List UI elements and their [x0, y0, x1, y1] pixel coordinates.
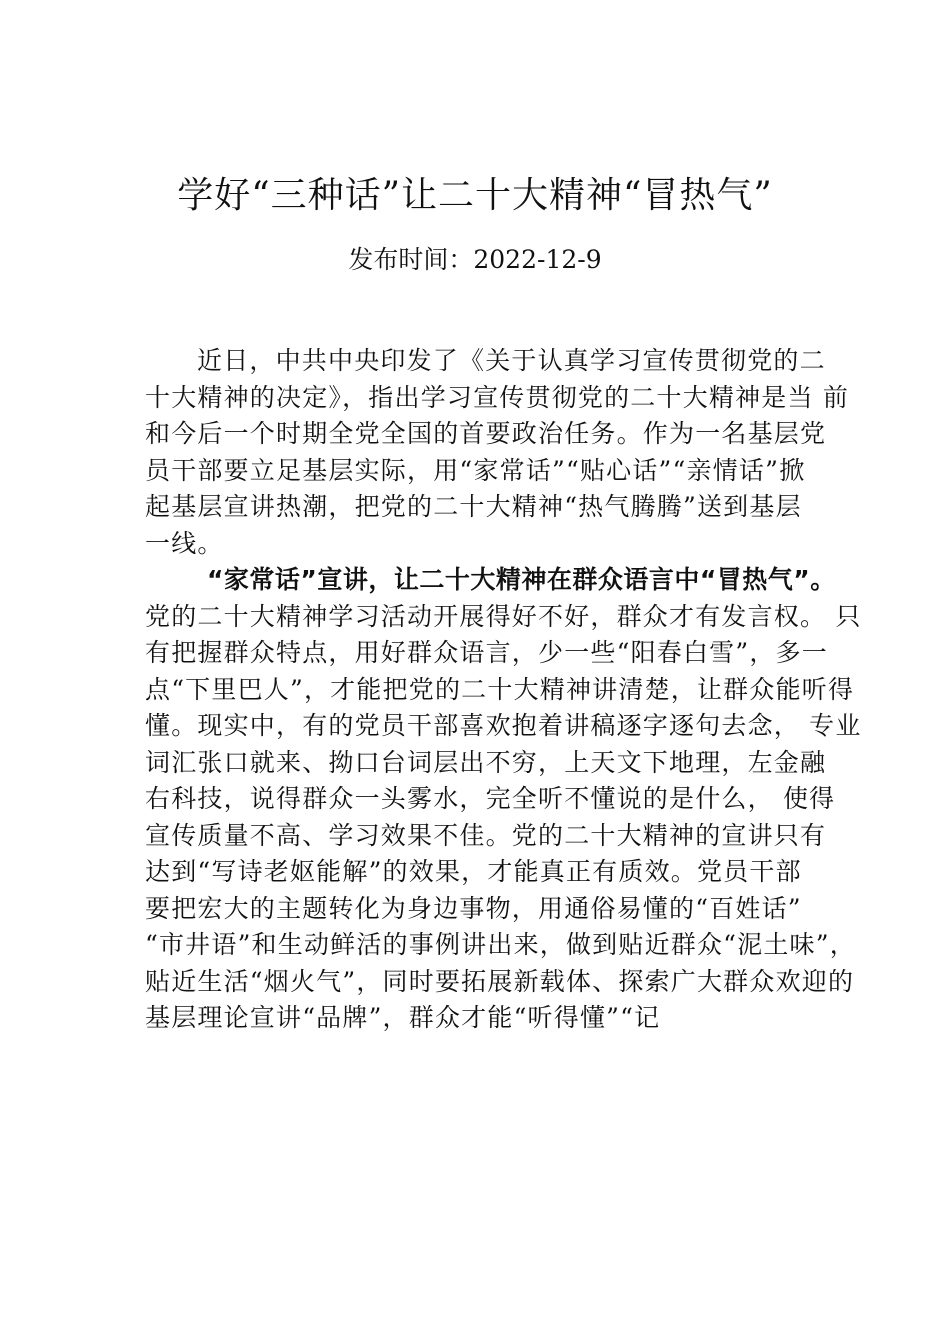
paragraph-line: 右科技，说得群众一头雾水，完全听不懂说的是什么， 使得	[145, 784, 836, 813]
paragraph-2	[145, 599, 862, 1037]
paragraph-line: 宣传质量不高、学习效果不佳。党的二十大精神的宣讲只有	[145, 820, 827, 850]
section-subheading: “家常话”宣讲，让二十大精神在群众语言中“冒热气”。	[207, 565, 836, 594]
paragraph-line: 和今后一个时期全党全国的首要政治任务。作为一名基层党	[145, 419, 827, 448]
paragraph-line: 达到“写诗老妪能解”的效果，才能真正有质效。党员干部	[145, 857, 802, 886]
article-body	[145, 343, 862, 1037]
publish-date: 发布时间：2022-12-9	[348, 245, 602, 274]
paragraph-line: 贴近生活“烟火气”，同时要拓展新载体、探索广大群众欢迎的	[145, 966, 855, 996]
paragraph-line: 十大精神的决定》，指出学习宣传贯彻党的二十大精神是当 前	[145, 382, 850, 412]
paragraph-1	[145, 343, 850, 562]
paragraph-line: 一线。	[145, 528, 224, 558]
paragraph-line: 有把握群众特点，用好群众语言，少一些“阳春白雪”，多一	[145, 638, 828, 667]
article-title: 学好“三种话”让二十大精神“冒热气”	[177, 175, 773, 216]
paragraph-line: 要把宏大的主题转化为身边事物，用通俗易懂的“百姓话”	[145, 893, 802, 923]
paragraph-line: “市井语”和生动鲜活的事例讲出来，做到贴近群众“泥土味”，	[145, 930, 856, 959]
paragraph-line: 员干部要立足基层实际，用“家常话”“贴心话”“亲情话”掀	[145, 455, 806, 485]
paragraph-line: 点“下里巴人”，才能把党的二十大精神讲清楚，让群众能听得	[145, 674, 855, 704]
paragraph-line: 懂。现实中，有的党员干部喜欢抱着讲稿逐字逐句去念， 专业	[145, 711, 862, 740]
paragraph-line: 基层理论宣讲“品牌”，群众才能“听得懂”“记	[145, 1003, 661, 1032]
paragraph-line: 近日，中共中央印发了《关于认真学习宣传贯彻党的二	[197, 346, 826, 375]
paragraph-line: 起基层宣讲热潮，把党的二十大精神“热气腾腾”送到基层	[145, 492, 802, 521]
paragraph-line: 党的二十大精神学习活动开展得好不好，群众才有发言权。 只	[145, 601, 862, 631]
paragraph-line: 词汇张口就来、拗口台词层出不穷，上天文下地理，左金融	[145, 747, 827, 777]
